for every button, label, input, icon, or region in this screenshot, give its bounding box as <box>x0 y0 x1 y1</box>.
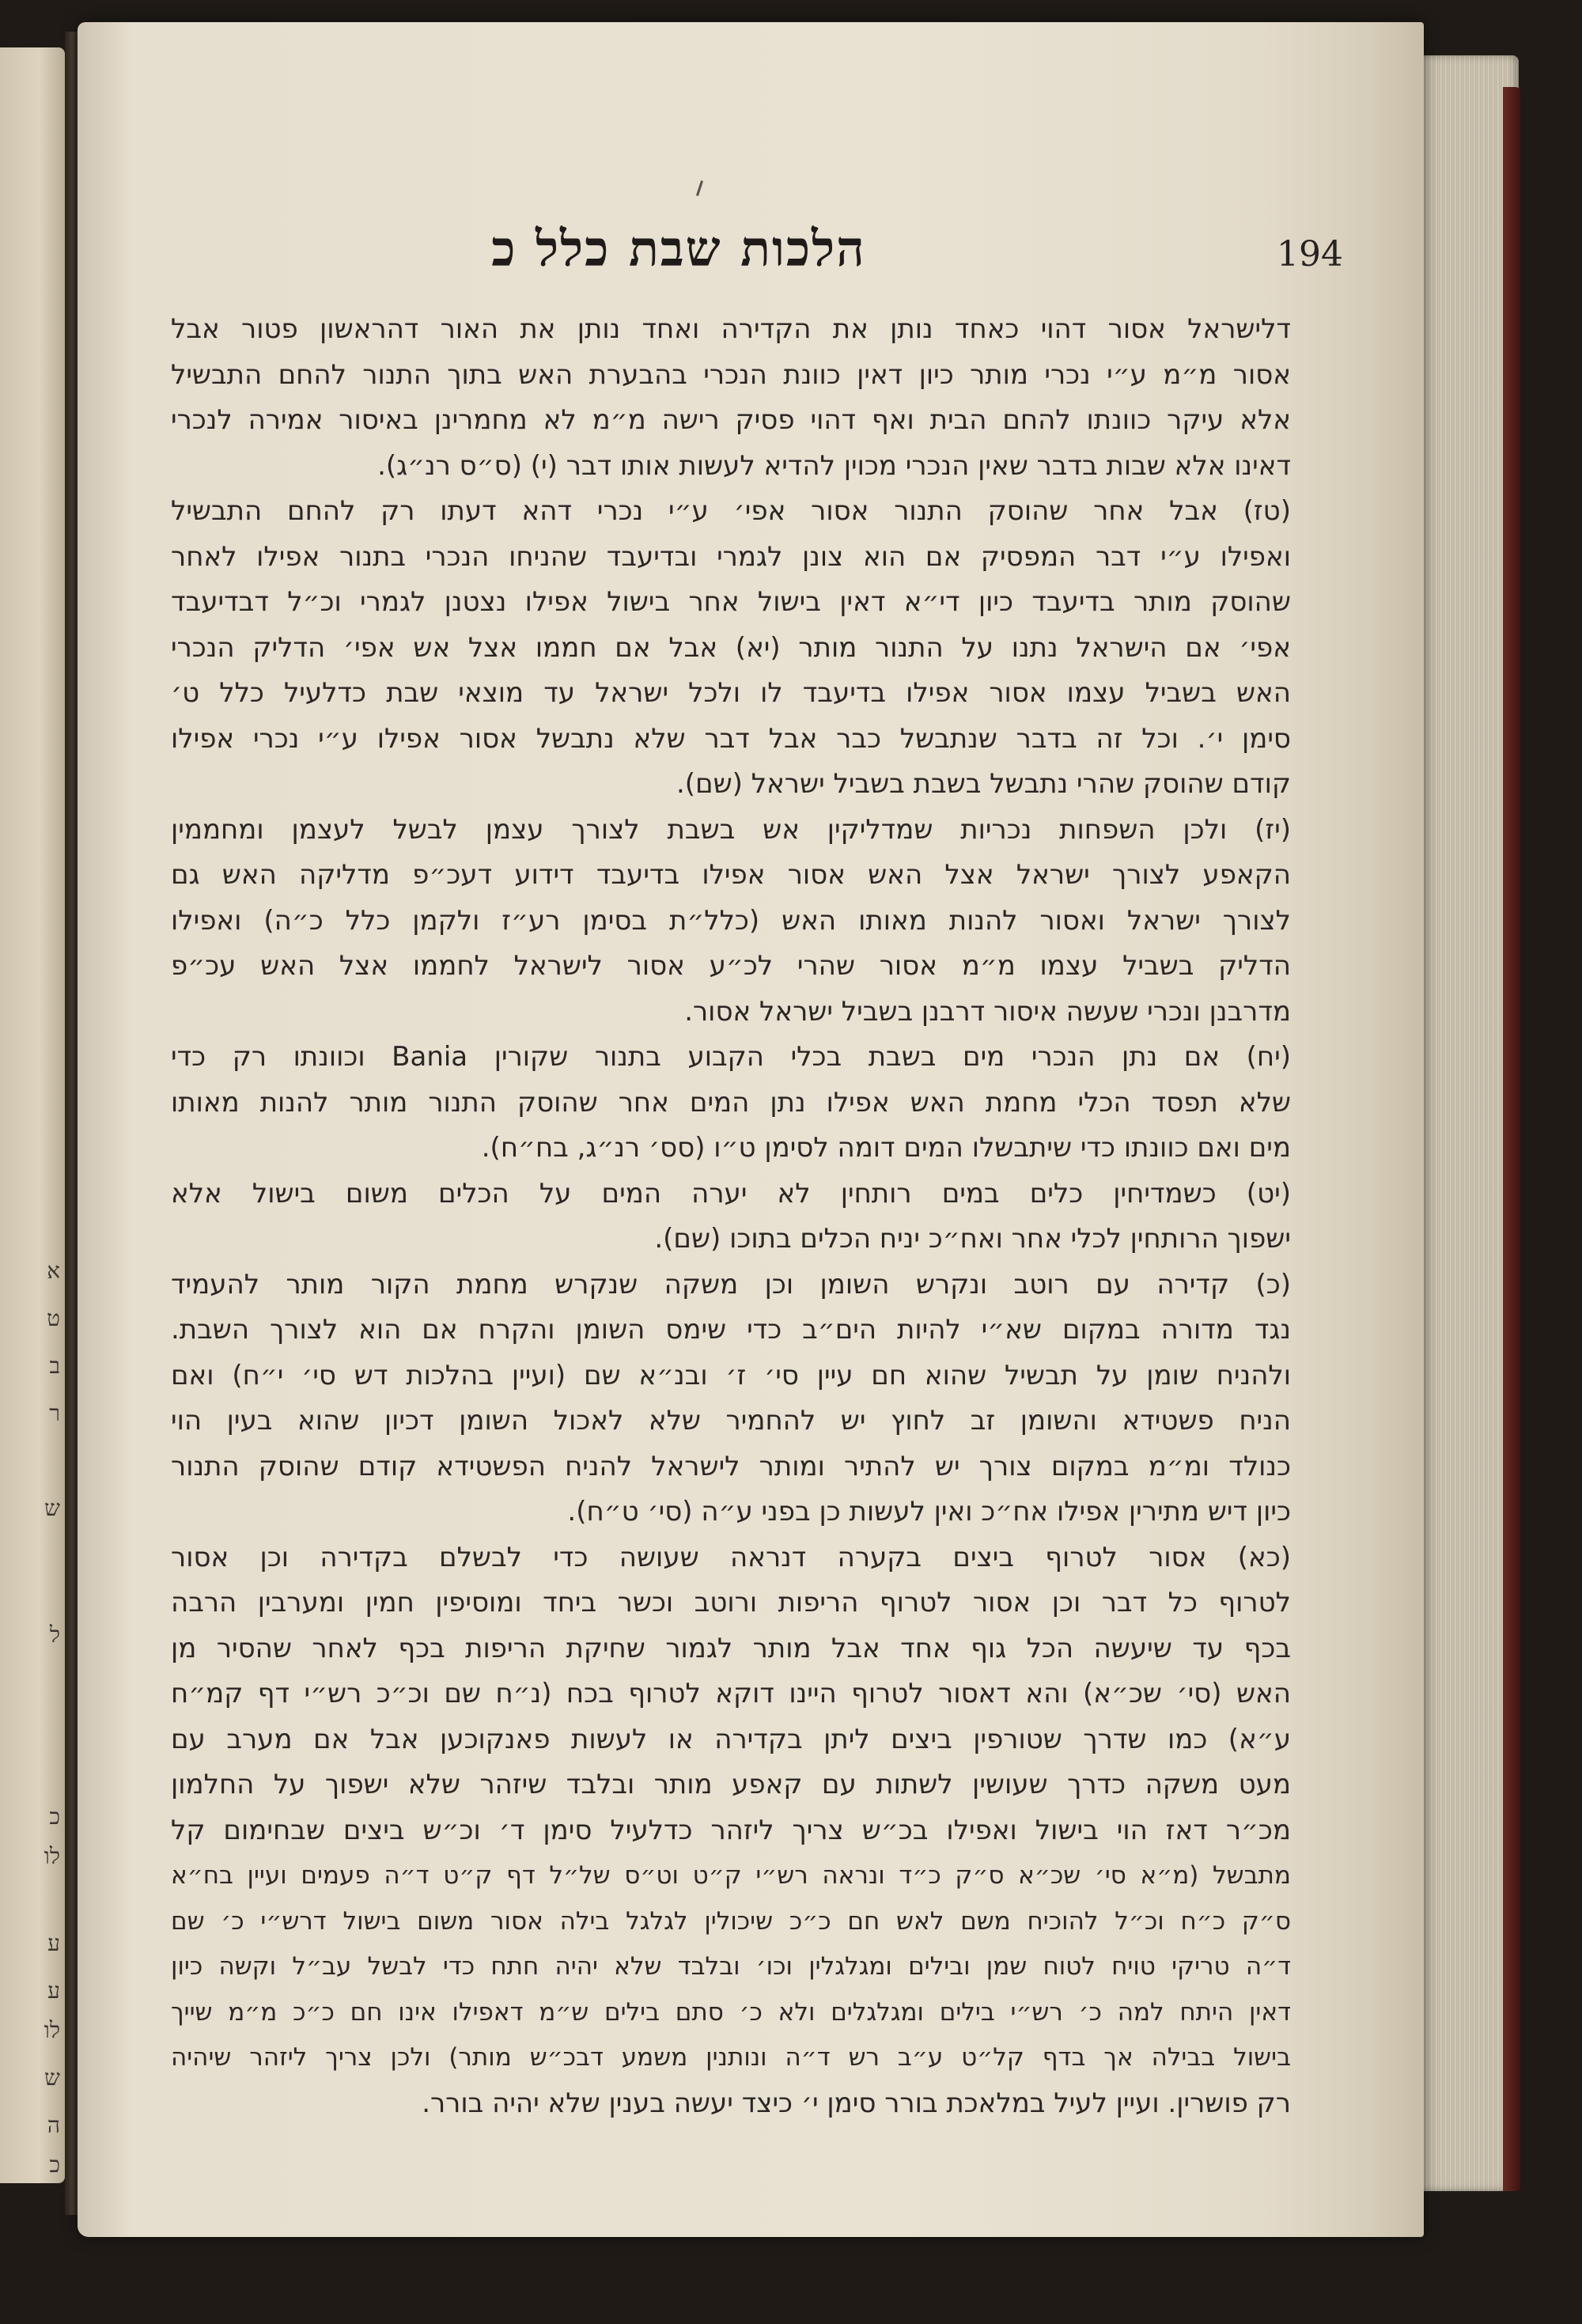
margin-letter: לו <box>44 1843 60 1869</box>
text-line: האש בשביל עצמו אסור אפילו בדיעבד לו ולכל ישראל עד מוצאי שבת כדלעיל כלל ט׳ <box>171 677 1291 709</box>
margin-letter: א <box>47 1258 60 1284</box>
book-page <box>78 22 1424 2237</box>
text-line: (יח) אם נתן הנכרי מים בשבת בכלי הקבוע בתנור שקורין Bania וכוונתו רק כדי <box>171 1041 1291 1073</box>
text-line: ישפוך הרותחין לכלי אחר ואח״כ יניח הכלים בתוכו (שם). <box>654 1223 1291 1255</box>
text-line: אלא עיקר כוונתו להחם הבית ואף דהוי פסיק רישה מ״מ לא מחמרינן באיסור אמירה לנכרי <box>171 404 1291 436</box>
text-line: לטרוף כל דבר וכן אסור לטרוף הריפות ורוטב וכשר ביחד ומוסיפין חמין ומערבין הרבה <box>171 1587 1291 1618</box>
text-line: אפי׳ אם הישראל נתנו על התנור מותר (יא) אבל אם חממו אצל אש אפי׳ הדליק הנכרי <box>171 631 1291 664</box>
margin-letter: ל <box>49 1622 60 1648</box>
body-text <box>171 307 1291 2126</box>
text-line: כנולד ומ״מ במקום צורך יש להתיר ומותר לישראל להניח הפשטידא קודם שהוסק התנור <box>171 1450 1291 1482</box>
text-line: ס״ק כ״ח וכ״ל להוכיח משם לאש חם כ״כ שיכולין לגלגל בילה אסור משום בישול דרש״י כ׳ שם <box>171 1906 1291 1936</box>
margin-letter: ר <box>49 1400 60 1426</box>
text-line: כיון דיש מתירין אפילו אח״כ ואין לעשות כן בפני ע״ה (סי׳ ט״ח). <box>567 1496 1291 1527</box>
text-line: מכ״ר דאז הוי בישול ואפילו בכ״ש צריך ליזהר כדלעיל סימן ד׳ וכ״ש ביצים שבחימום קל <box>171 1814 1291 1846</box>
text-line: הניח פשטידא והשומן זב לחוץ יש להחמיר שלא לאכול השומן דכיון שהוא בעין הוי <box>171 1405 1291 1436</box>
text-line: (כא) אסור לטרוף ביצים בקערה דנראה שעושה כדי לבשלם בקדירה וכן אסור <box>171 1541 1291 1573</box>
text-line: ע״א) כמו שדרך שטורפין ביצים ליתן בקדירה או לעשות פאנקוכען אבל אם מערב עם <box>171 1723 1291 1755</box>
margin-letter: לו <box>44 2017 60 2043</box>
margin-letter: ב <box>49 1353 60 1379</box>
text-line: בישול בבילה אך בדף קל״ט ע״ב רש ד״ה ונותנין משמע דבכ״ש מותר) ולכן צריך ליזהר שיהיה <box>171 2043 1291 2072</box>
text-line: ואפילו ע״י דבר המפסיק אם הוא צונן לגמרי ובדיעבד שהניחו הנכרי בתנור אפילו לאחר <box>171 540 1291 573</box>
text-line: מדרבנן ונכרי שעשה איסור דרבנן בשביל ישראל אסור. <box>684 995 1291 1028</box>
text-line: האש (סי׳ שכ״א) והא דאסור לטרוף היינו דוקא לטרוף בכח (נ״ח שם וכ״כ רש״י דף קמ״ח <box>171 1678 1291 1709</box>
text-line: דאין היתח למה כ׳ רש״י בילים ומגלגלים ולא כ׳ סתם בילים ש״מ דאפילו אינו חם כ״כ מ״מ שייך <box>171 1997 1291 2027</box>
text-line: שהוסק מותר בדיעבד כיון די״א דאין בישול אחר בישול אפילו נצטנן לגמרי וכ״ל דבדיעבד <box>171 586 1291 618</box>
text-line: אסור מ״מ ע״י נכרי מותר כיון דאין כוונת הנכרי בהבערת האש בתוך התנור להחם התבשיל <box>171 358 1291 391</box>
margin-letter: ט <box>47 1305 60 1331</box>
left-page-edge <box>0 47 65 2183</box>
text-line: הקאפע לצורך ישראל אצל האש אסור אפילו בדיעבד דידוע דעכ״פ מדליקה האש גם <box>171 859 1291 891</box>
running-title: הלכות שבת כלל כ <box>491 220 866 278</box>
text-line: נגד מדורה במקום שא״י להיות הים״ב כדי שימס השומן והקרח אם הוא לצורך השבת. <box>171 1314 1291 1346</box>
ink-mark <box>696 180 703 196</box>
text-line: (יז) ולכן השפחות נכריות שמדליקין אש בשבת לצורך עצמן לבשל לעצמן ומחממין <box>171 813 1291 846</box>
margin-letter: ע <box>47 1978 60 2004</box>
margin-letter: כ <box>49 1804 60 1830</box>
margin-letter: ש <box>44 2065 60 2091</box>
text-line: ולהניח שומן על תבשיל שהוא חם עיין סי׳ ז׳ ובנ״א שם (ועיין בהלכות דש סי׳ י״ח) ואם <box>171 1359 1291 1391</box>
text-line: דלישראל אסור דהוי כאחד נותן את הקדירה ואחד נותן את האור דהראשון פטור אבל <box>171 313 1291 345</box>
text-line: שלא תפסד הכלי מחמת האש אפילו נתן המים אחר שהוסק התנור מותר להנות מאותו <box>171 1086 1291 1118</box>
text-line: (יט) כשמדיחין כלים במים רותחין לא יערה המים על הכלים משום בישול אלא <box>171 1177 1291 1209</box>
text-line: (כ) קדירה עם רוטב ונקרש השומן וכן משקה שנקרש מחמת הקור מותר להעמיד <box>171 1268 1291 1300</box>
text-line: בכף עד שיעשה הכל גוף אחד אבל מותר לגמור שחיקת הריפות בכף לאחר שהסיר מן <box>171 1632 1291 1664</box>
page-number: 194 <box>1277 234 1343 274</box>
text-line: קודם שהוסק שהרי נתבשל בשבת בשביל ישראל (שם). <box>676 768 1291 800</box>
margin-letter: ע <box>47 1930 60 1956</box>
text-line: סימן י׳. וכל זה בדבר שנתבשל כבר אבל דבר שלא נתבשל אסור אפילו ע״י נכרי אפילו <box>171 722 1291 755</box>
text-line: (טז) אבל אחר שהוסק התנור אסור אפי׳ ע״י נכרי דהא דעתו רק להחם התבשיל <box>171 495 1291 527</box>
text-line: לצורך ישראל ואסור להנות מאותו האש (כלל״ת בסימן רע״ז ולקמן כלל כ״ה) ואפילו <box>171 904 1291 937</box>
text-line: רק פושרין. ועיין לעיל במלאכת בורר סימן י׳ כיצד יעשה בענין שלא יהיה בורר. <box>422 2087 1291 2119</box>
margin-letter: ש <box>44 1495 60 1521</box>
text-line: הדליק בשביל עצמו מ״מ אסור שהרי לכ״ע אסור לישראל לחממו אצל האש עכ״פ <box>171 950 1291 982</box>
margin-letter: ה <box>47 2112 60 2138</box>
text-line: דאינו אלא שבות בדבר שאין הנכרי מכוין להדיא לעשות אותו דבר (י) (ס״ס רנ״ג). <box>377 449 1291 482</box>
margin-letter: כ <box>49 2152 60 2178</box>
text-line: ד״ה טריקי טויח לטוח שמן ובילים ומגלגלין וכו׳ ובלבד שלא יהיה חתח כדי לבשל עב״ל וקשה כיון <box>171 1952 1291 1981</box>
text-line: מים ואם כוונתו כדי שיתבשלו המים דומה לסימן ט״ו (סס׳ רנ״ג, בח״ח). <box>481 1132 1291 1164</box>
book-cover-edge <box>1503 87 1520 2191</box>
text-line: מעט משקה כדרך שעושין לשתות עם קאפע מותר ובלבד שיזהר שלא ישפוך על החלמון <box>171 1769 1291 1800</box>
page-header <box>180 204 1343 291</box>
text-line: מתבשל (מ״א סי׳ שכ״א ס״ק כ״ד ונראה רש״י ק״ט וט״ס של״ל דף ק״ט ד״ה פעמים ועיין בח״א <box>171 1861 1291 1890</box>
